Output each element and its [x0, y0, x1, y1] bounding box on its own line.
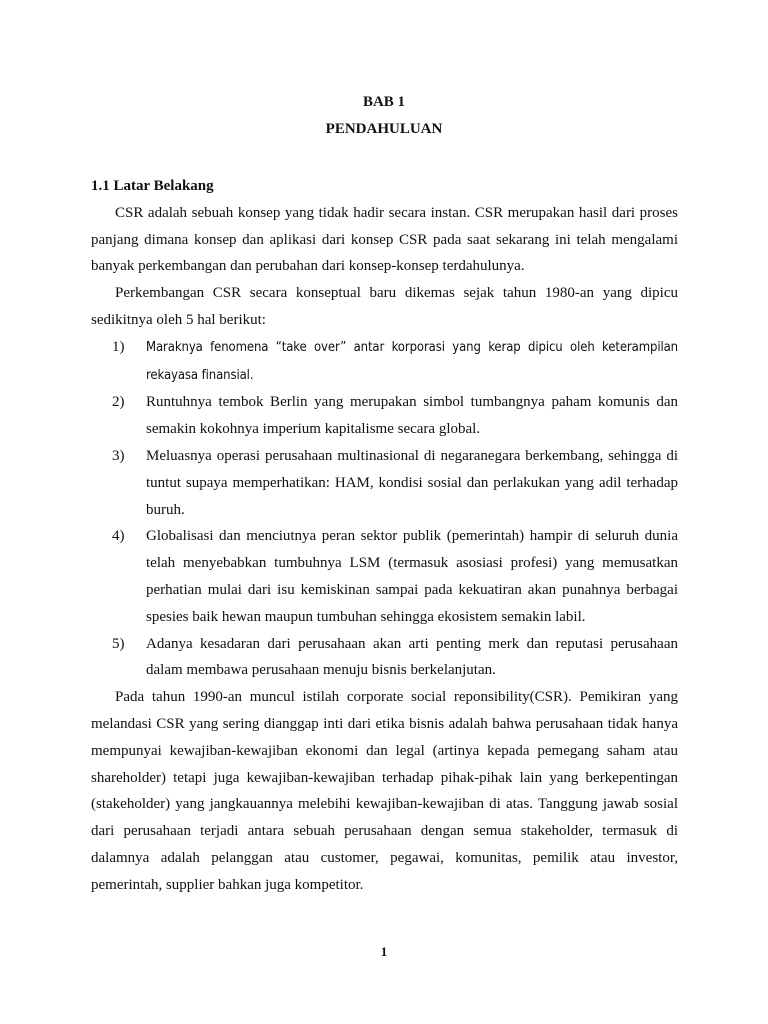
- list-item: [91, 523, 678, 630]
- paragraph-closing: Pada tahun 1990-an muncul istilah corporate social reponsibility(CSR). Pemikiran yang melandasi CSR yang sering dianggap inti dari etika bisnis adalah bahwa perusahaan tidak hanya mempunyai kewajiban-kewajiban ekonomi dan legal (artinya kepada pemegang saham atau shareholder) tetapi juga kewajiban-kewajiban terhadap pihak-pihak lain yang berkepentingan (stakeholder) yang jangkauannya melebihi kewajiban-kewajiban di atas. Tanggung jawab sosial dari perusahaan terjadi antara sebuah perusahaan dengan semua stakeholder, termasuk di dalamnya adalah pelanggan atau customer, pegawai, komunitas, pemilik atau investor, pemerintah, supplier bahkan juga kompetitor.: [91, 689, 678, 893]
- list-item-text: Maraknya fenomena “take over” antar korporasi yang kerap dipicu oleh keterampilan rekayasa finansial.: [146, 339, 678, 383]
- list-item-number: 5): [112, 635, 125, 652]
- list-item-text: Adanya kesadaran dari perusahaan akan arti penting merk dan reputasi perusahaan dalam membawa perusahaan menuju bisnis berkelanjutan.: [146, 635, 678, 679]
- chapter-label: BAB 1: [362, 94, 406, 110]
- list-item-text: Runtuhnya tembok Berlin yang merupakan simbol tumbangnya paham komunis dan semakin kokohnya imperium kapitalisme secara global.: [146, 394, 678, 438]
- chapter-title: PENDAHULUAN: [325, 121, 443, 137]
- list-item-text: Meluasnya operasi perusahaan multinasional di negaranegara berkembang, sehingga di tuntut supaya memperhatikan: HAM, kondisi sosial dan perlakukan yang adil terhadap buruh.: [146, 447, 678, 518]
- numbered-list: [91, 334, 678, 684]
- document-body: [91, 173, 678, 899]
- list-item-number: 2): [112, 394, 125, 411]
- paragraph-intro-2: Perkembangan CSR secara konseptual baru dikemas sejak tahun 1980-an yang dipicu sedikitnya oleh 5 hal berikut:: [91, 285, 678, 328]
- paragraph-intro-1: CSR adalah sebuah konsep yang tidak hadir secara instan. CSR merupakan hasil dari proses panjang dimana konsep dan aplikasi dari konsep CSR pada saat sekarang ini telah mengalami banyak perkembangan dan perubahan dari konsep-konsep terdahulunya.: [91, 204, 678, 275]
- list-item: [91, 631, 678, 685]
- list-item-number: 3): [112, 447, 125, 464]
- list-item-number: 4): [112, 528, 125, 545]
- list-item-text: Globalisasi dan menciutnya peran sektor publik (pemerintah) hampir di seluruh dunia telah menyebabkan tumbuhnya LSM (termasuk asosiasi profesi) yang memusatkan perhatian mulai dari isu kemiskinan sampai pada kekuatiran akan punahnya berbagai spesies baik hewan maupun tumbuhan sehingga ekosistem semakin labil.: [146, 528, 678, 625]
- list-item: [91, 443, 678, 523]
- section-title: 1.1 Latar Belakang: [91, 178, 214, 194]
- list-item: [91, 334, 678, 390]
- page-number: 1: [380, 944, 388, 959]
- list-item-number: 1): [112, 338, 125, 355]
- list-item: [91, 389, 678, 443]
